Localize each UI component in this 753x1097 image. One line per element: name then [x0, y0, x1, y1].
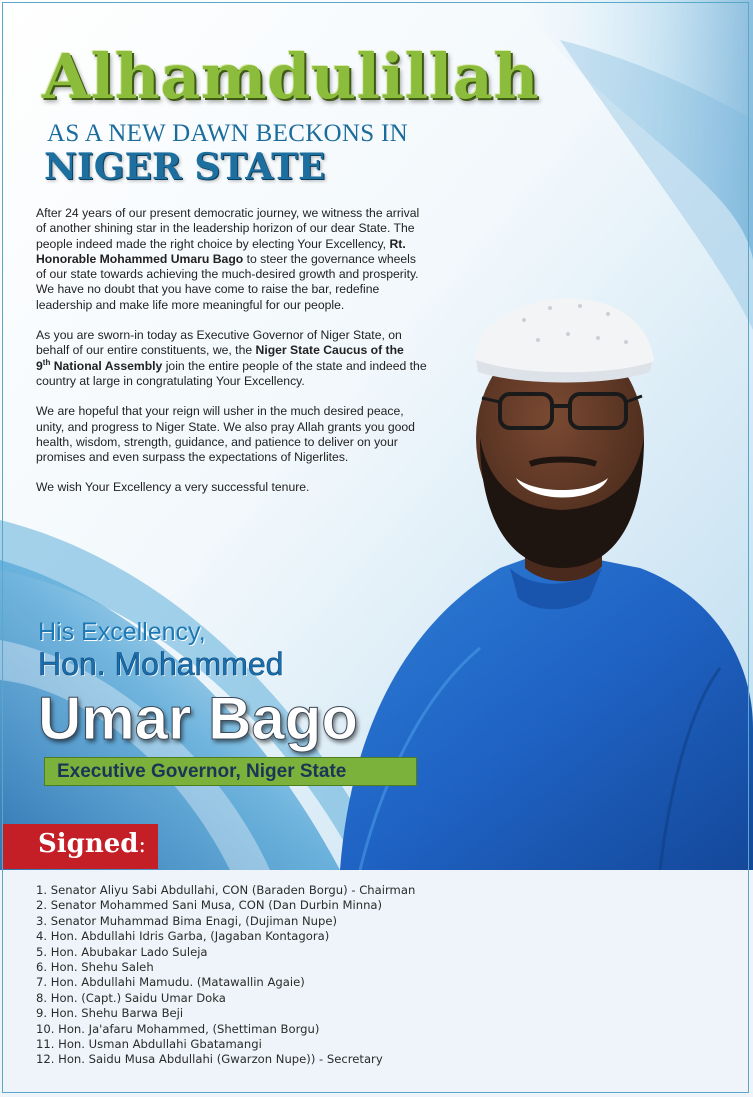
state-name: NIGER STATE — [44, 146, 326, 188]
signatory-item: 4. Hon. Abdullahi Idris Garba, (Jagaban Kontagora) — [36, 929, 330, 944]
signatory-item: 11. Hon. Usman Abdullahi Gbatamangi — [36, 1037, 262, 1052]
signatory-item: 10. Hon. Ja'afaru Mohammed, (Shettiman Borgu) — [36, 1021, 320, 1036]
signatory-item: 8. Hon. (Capt.) Saidu Umar Doka — [36, 990, 226, 1005]
governor-name-inline: Rt. Honorable Mohammed Umaru Bago — [36, 236, 406, 266]
paragraph-3: We are hopeful that your reign will usher in the much desired peace, unity, and progress to Niger State. We also pray Allah grants you good health, wisdom, strength, guidance, and patience to deliver on your promises and even surpass the expectations of Nigerlites. — [36, 404, 415, 465]
signatories-list — [36, 883, 415, 1068]
signatory-item: 7. Hon. Abdullahi Mamudu. (Matawallin Agaie) — [36, 975, 305, 990]
signatory-item: 5. Hon. Abubakar Lado Suleja — [36, 944, 208, 959]
paragraph-2: As you are sworn-in today as Executive Governor of Niger State, on behalf of our entire constituents, we, the Niger State Caucus of the 9th National Assembly join the entire people of the state and indeed the country at large in congratulating Your Excellency. — [36, 328, 427, 388]
headline: Alhamdulillah — [42, 40, 539, 113]
signatory-item: 9. Hon. Shehu Barwa Beji — [36, 1006, 184, 1021]
governor-name-line1: Hon. Mohammed — [38, 646, 284, 682]
signatory-item: 2. Senator Mohammed Sani Musa, CON (Dan Durbin Minna) — [36, 898, 383, 913]
governor-role: Executive Governor, Niger State — [57, 761, 347, 782]
subheadline: AS A NEW DAWN BECKONS IN — [47, 120, 408, 147]
governor-name-line2: Umar Bago — [38, 685, 359, 752]
paragraph-4: We wish Your Excellency a very successful tenure. — [36, 480, 310, 495]
signatory-item: 3. Senator Muhammad Bima Enagi, (Dujiman Nupe) — [36, 913, 338, 928]
signatory-item: 6. Hon. Shehu Saleh — [36, 960, 154, 975]
signatory-item: 1. Senator Aliyu Sabi Abdullahi, CON (Baraden Borgu) - Chairman — [36, 883, 416, 897]
signatory-item: 12. Hon. Saidu Musa Abdullahi (Gwarzon Nupe)) - Secretary — [36, 1052, 383, 1067]
governor-title: His Excellency, — [38, 618, 206, 646]
signed-label: Signed: — [38, 829, 146, 859]
paragraph-1: After 24 years of our present democratic journey, we witness the arrival of another shining star in the leadership horizon of our dear State. The people indeed made the right choice by electing Your Excellency, Rt. Honorable Mohammed Umaru Bago to steer the governance wheels of our state towards achieving the much-desired growth and prosperity. We have no doubt that you have come to raise the bar, redefine leadership and make life more meaningful for our people. — [36, 206, 420, 312]
